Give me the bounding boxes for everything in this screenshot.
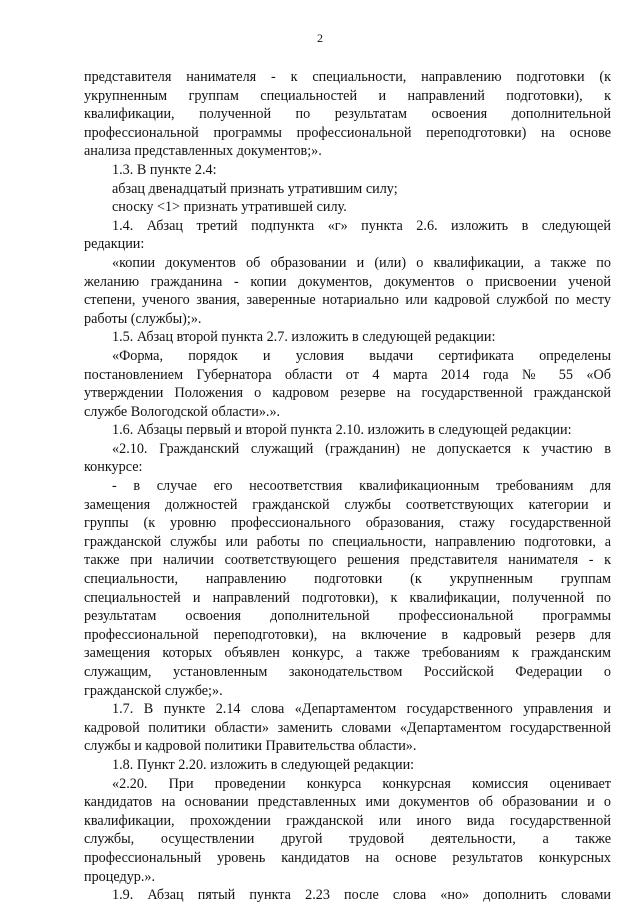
text-line: результатам освоения дополнительной профессиональной программы [84,608,611,625]
text-line: квалификации, полученной по результатам освоения дополнительной [84,106,611,123]
text-line: «2.20. При проведении конкурса конкурсная комиссия оценивает [112,775,611,792]
text-line: квалификации, прохождении гражданской или иного вида государственной [84,812,611,829]
text-line: представителя нанимателя - к специальности, направлению подготовки (к [84,69,611,85]
text-line: - в случае его несоответствия квалификационным требованиям для [112,478,611,495]
page-number: 2 [317,31,323,45]
text-line: работы (службы);». [84,310,202,327]
text-line: специальности, направлению подготовки (к укрупненным группам [84,571,611,588]
text-line: утверждении Положения о кадровом резерве на государственной гражданской [84,385,611,402]
text-line: 1.8. Пункт 2.20. изложить в следующей редакции: [112,756,415,773]
text-line: замещения должностей гражданской службы соответствующих категории и [84,496,611,513]
text-line: 1.6. Абзацы первый и второй пункта 2.10. изложить в следующей редакции: [112,422,572,439]
text-line: процедур.». [84,868,156,885]
text-line: 1.3. В пункте 2.4: [112,161,217,178]
text-line: службы и кадровой политики Правительства области». [84,738,417,755]
text-line: служащим, установленным законодательством Российской Федерации о [84,664,611,680]
text-line: гражданской службы или работы по специальности, направлению подготовки, а [84,533,611,550]
text-line: профессиональной переподготовки), на включение в кадровый резерв для [84,626,611,643]
text-line: «копии документов об образовании и (или) о квалификации, а также по [112,254,611,271]
text-line: редакции: [84,236,145,253]
text-line: «2.10. Гражданский служащий (гражданин) не допускается к участию в [112,440,611,457]
text-line: степени, ученого звания, заверенные нотариально или кадровой службой по месту [84,292,611,309]
text-line: постановлением Губернатора области от 4 марта 2014 года № 55 «Об [84,366,611,383]
text-line: 1.7. В пункте 2.14 слова «Департаментом государственного управления и [112,701,611,718]
text-line: анализа представленных документов;». [84,143,322,160]
text-line: кадровой политики области» заменить словами «Департаментом государственной [84,719,611,736]
text-line: также при наличии соответствующего решения представителя нанимателя - к [84,552,611,569]
text-line: специальностей и направлений подготовки), к квалификации, полученной по [84,589,611,606]
text-line: 1.9. Абзац пятый пункта 2.23 после слова «но» дополнить словами [112,887,611,904]
text-line: профессиональный уровень кандидатов на основе результатов конкурсных [84,849,611,866]
text-line: сноску <1> признать утратившей силу. [112,199,347,216]
text-line: 1.5. Абзац второй пункта 2.7. изложить в следующей редакции: [112,329,496,346]
text-line: желанию гражданина - копии документов, документов о присвоении ученой [84,273,611,290]
text-line: гражданской службе;». [84,682,223,699]
text-line: укрупненным группам специальностей и направлений подготовки), к [84,87,611,104]
text-line: замещения которых объявлен конкурс, а также требованиям к гражданским [84,645,611,662]
text-line: конкурсе: [84,459,143,476]
text-line: абзац двенадцатый признать утратившим силу; [112,180,398,197]
document-body [84,68,611,905]
text-line: службе Вологодской области».». [84,403,281,420]
text-line: «Форма, порядок и условия выдачи сертификата определены [112,347,611,364]
text-line: 1.4. Абзац третий подпункта «г» пункта 2.6. изложить в следующей [112,217,611,234]
text-line: кандидатов на основании представленных ими документов об образовании и о [84,794,611,811]
text-line: службы, осуществлении другой трудовой деятельности, а также [84,831,611,848]
text-line: группы (к уровню профессионального образования, стажу государственной [84,515,611,532]
text-line: профессиональной программы профессиональной переподготовки) на основе [84,124,611,141]
